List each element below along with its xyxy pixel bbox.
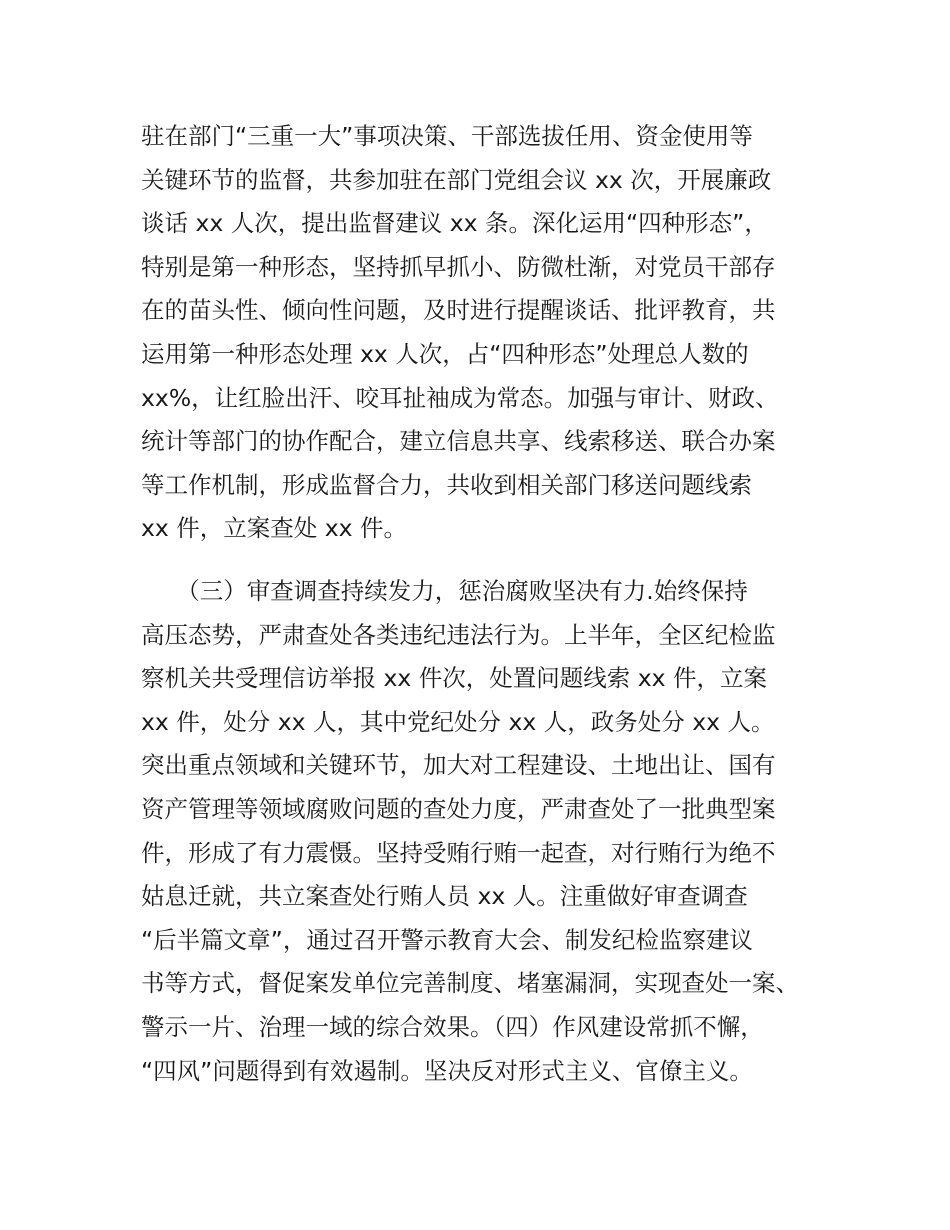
- text-line: （三）审查调查持续发力，惩治腐败坚决有力.始终保持: [141, 577, 748, 605]
- text-line: 突出重点领域和关键环节，加大对工程建设、土地出让、国有: [141, 751, 776, 780]
- text-line: 件，形成了有力震慑。坚持受贿行贿一起查，对行贿行为绝不: [141, 838, 776, 867]
- text-line: xx 件，处分 xx 人，其中党纪处分 xx 人，政务处分 xx 人。: [141, 707, 775, 736]
- text-line: 书等方式，督促案发单位完善制度、堵塞漏洞，实现查处一案、: [141, 969, 799, 998]
- text-line: “四风”问题得到有效遏制。坚决反对形式主义、官僚主义。: [141, 1056, 753, 1085]
- text-line: “后半篇文章”，通过召开警示教育大会、制发纪检监察建议: [141, 925, 753, 954]
- text-line: 特别是第一种形态，坚持抓早抓小、防微杜渐，对党员干部存: [141, 252, 776, 281]
- text-line: 姑息迁就，共立案查处行贿人员 xx 人。注重做好审查调查: [141, 882, 748, 911]
- text-line: 资产管理等领域腐败问题的查处力度，严肃查处了一批典型案: [141, 794, 776, 823]
- text-line: 高压态势，严肃查处各类违纪违法行为。上半年，全区纪检监: [141, 620, 776, 649]
- text-line: 等工作机制，形成监督合力，共收到相关部门移送问题线索: [141, 470, 752, 499]
- text-line: 驻在部门“三重一大”事项决策、干部选拔任用、资金使用等: [141, 122, 753, 150]
- text-line: 运用第一种形态处理 xx 人次，占“四种形态”处理总人数的: [141, 339, 749, 368]
- paragraph-supervision: [141, 115, 821, 551]
- text-line: xx 件，立案查处 xx 件。: [141, 514, 408, 543]
- text-line: xx%，让红脸出汗、咬耳扯袖成为常态。加强与审计、财政、: [141, 383, 779, 412]
- text-line: 谈话 xx 人次，提出监督建议 xx 条。深化运用“四种形态”，: [141, 209, 768, 238]
- text-line: 警示一片、治理一域的综合效果。（四）作风建设常抓不懈，: [141, 1012, 764, 1041]
- text-line: 察机关共受理信访举报 xx 件次，处置问题线索 xx 件，立案: [141, 664, 768, 693]
- text-line: 关键环节的监督，共参加驻在部门党组会议 xx 次，开展廉政: [141, 165, 772, 194]
- text-line: 在的苗头性、倾向性问题，及时进行提醒谈话、批评教育，共: [141, 296, 776, 325]
- text-line: 统计等部门的协作配合，建立信息共享、线索移送、联合办案: [141, 427, 776, 456]
- paragraph-investigation: [141, 570, 821, 1093]
